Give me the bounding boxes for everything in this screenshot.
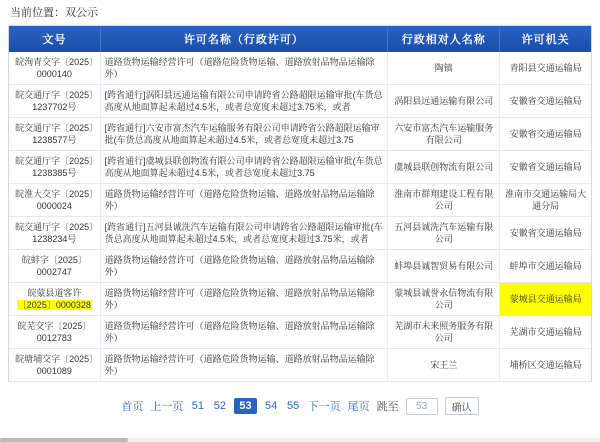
cell-doc: 皖洵青交字〔2025〕0000140 [9,52,100,85]
pagination-page-51[interactable]: 51 [191,400,204,412]
cell-name: 道路货物运输经营许可（道路危险货物运输、道路放射品物品运输除外） [100,349,387,382]
cell-doc: 皖交通厅字〔2025〕1238234号 [9,217,100,250]
cell-doc: 皖塘埔交字〔2025〕0001089 [9,349,100,382]
cell-party: 五河县诚洗汽车运输有限公司 [388,217,500,250]
cell-org: 安徽省交通运输局 [500,151,591,184]
cell-org: 蚌埠市交通运输局 [500,250,591,283]
cell-party: 陶镇 [388,52,500,85]
cell-org: 淮南市交通运输局大通分局 [500,184,591,217]
cell-org: 安徽省交通运输局 [500,85,591,118]
pagination-jump-label: 跳至 [376,401,399,413]
pagination-next[interactable]: 下一页 [307,401,341,413]
cell-party: 蒙城县诚誉永信物流有限公司 [388,283,500,316]
cell-name: [跨省通行]五河县诚洗汽车运输有限公司申请跨省公路超限运输审批(车货总高度从地面算起未超过4.5米，或者总宽度未超过3.75米，或者 [100,217,387,250]
horizontal-scrollbar[interactable] [0,438,600,442]
pagination-jump-input[interactable] [406,398,438,415]
cell-name: 道路货物运输经营许可（道路危险货物运输、道路放射品物品运输除外） [100,283,387,316]
cell-party: 蚌埠县诚智贸易有限公司 [388,250,500,283]
cell-party: 淮南市群翔建设工程有限公司 [388,184,500,217]
cell-doc: 皖淮大交字〔2025〕0000024 [9,184,100,217]
table-row[interactable] [9,184,591,217]
table-row[interactable] [9,118,591,151]
cell-org: 安徽省交通运输局 [500,118,591,151]
pagination-last[interactable]: 尾页 [347,401,370,413]
results-table [9,26,591,382]
table-row[interactable] [9,151,591,184]
table-body [9,52,591,382]
table-header [9,26,591,52]
pagination-page-52[interactable]: 52 [213,400,226,412]
cell-name: 道路货物运输经营许可（道路危险货物运输、道路放射品物品运输除外） [100,250,387,283]
cell-org: 芜湖市交通运输局 [500,316,591,349]
cell-name: 道路货物运输经营许可（道路危险货物运输、道路放射品物品运输除外） [100,316,387,349]
column-header-doc: 文号 [9,26,100,52]
cell-party: 宋王兰 [388,349,500,382]
table-row[interactable] [9,316,591,349]
table-header-row [9,26,591,52]
column-header-party: 行政相对人名称 [388,26,500,52]
cell-doc: 皖交通厅字〔2025〕1238385号 [9,151,100,184]
cell-org: 青阳县交通运输局 [500,52,591,85]
cell-doc: 皖蚌字〔2025〕0002747 [9,250,100,283]
cell-name: 道路货物运输经营许可（道路危险货物运输、道路放射品物品运输除外） [100,184,387,217]
cell-name: [跨省通行]六安市富杰汽车运输服务有限公司申请跨省公路超限运输审批(车货总高度从地面算起未超过4.5米，或者总宽度未超过3.75 [100,118,387,151]
pagination-page-54[interactable]: 54 [265,400,278,412]
table-row[interactable] [9,52,591,85]
cell-doc-highlight: 〔2025〕0000328 [17,300,91,310]
breadcrumb [0,0,600,25]
table-row[interactable] [9,349,591,382]
cell-org-highlight: 蒙城县交通运输局 [500,283,591,316]
table-row[interactable] [9,250,591,283]
pagination-page-53-active[interactable]: 53 [234,398,256,414]
pagination-page-55[interactable]: 55 [287,400,300,412]
cell-org: 埔桥区交通运输局 [500,349,591,382]
table-row[interactable] [9,85,591,118]
cell-name: [跨省通行]虞城县联创物流有限公司申请跨省公路超限运输审批(车货总高度从地面算起未超过4.5米，或者总宽度未超过3.75 [100,151,387,184]
cell-org: 安徽省交通运输局 [500,217,591,250]
breadcrumb-label: 当前位置： [10,7,65,19]
cell-name: [跨省通行]涡阳县远通运输有限公司申请跨省公路超限运输审批(车货总高度从地面算起未超过4.5米，或者总宽度未超过3.75米，或者 [100,85,387,118]
pagination-first[interactable]: 首页 [121,401,144,413]
cell-doc: 皖交通厅字〔2025〕1238577号 [9,118,100,151]
cell-party: 涡阳县远通运输有限公司 [388,85,500,118]
horizontal-scrollbar-thumb[interactable] [0,438,128,442]
breadcrumb-current: 双公示 [65,7,98,19]
cell-party: 六安市富杰汽车运输服务有限公司 [388,118,500,151]
cell-party: 芜湖市未来照务服务有限公司 [388,316,500,349]
results-table-container [8,25,592,382]
pagination-confirm-button[interactable]: 确认 [445,397,479,415]
pagination [0,389,600,423]
cell-doc: 皖交通厅字〔2025〕1237702号 [9,85,100,118]
cell-party: 虞城县联创物流有限公司 [388,151,500,184]
cell-name: 道路货物运输经营许可（道路危险货物运输、道路放射品物品运输除外） [100,52,387,85]
pagination-prev[interactable]: 上一页 [150,401,184,413]
column-header-org: 许可机关 [500,26,591,52]
cell-doc-prefix: 皖蒙县道客许 [27,288,82,298]
column-header-name: 许可名称（行政许可） [100,26,387,52]
cell-doc: 皖芜交字〔2025〕0012783 [9,316,100,349]
table-row-highlighted[interactable] [9,283,591,316]
cell-doc [9,283,100,316]
table-row[interactable] [9,217,591,250]
